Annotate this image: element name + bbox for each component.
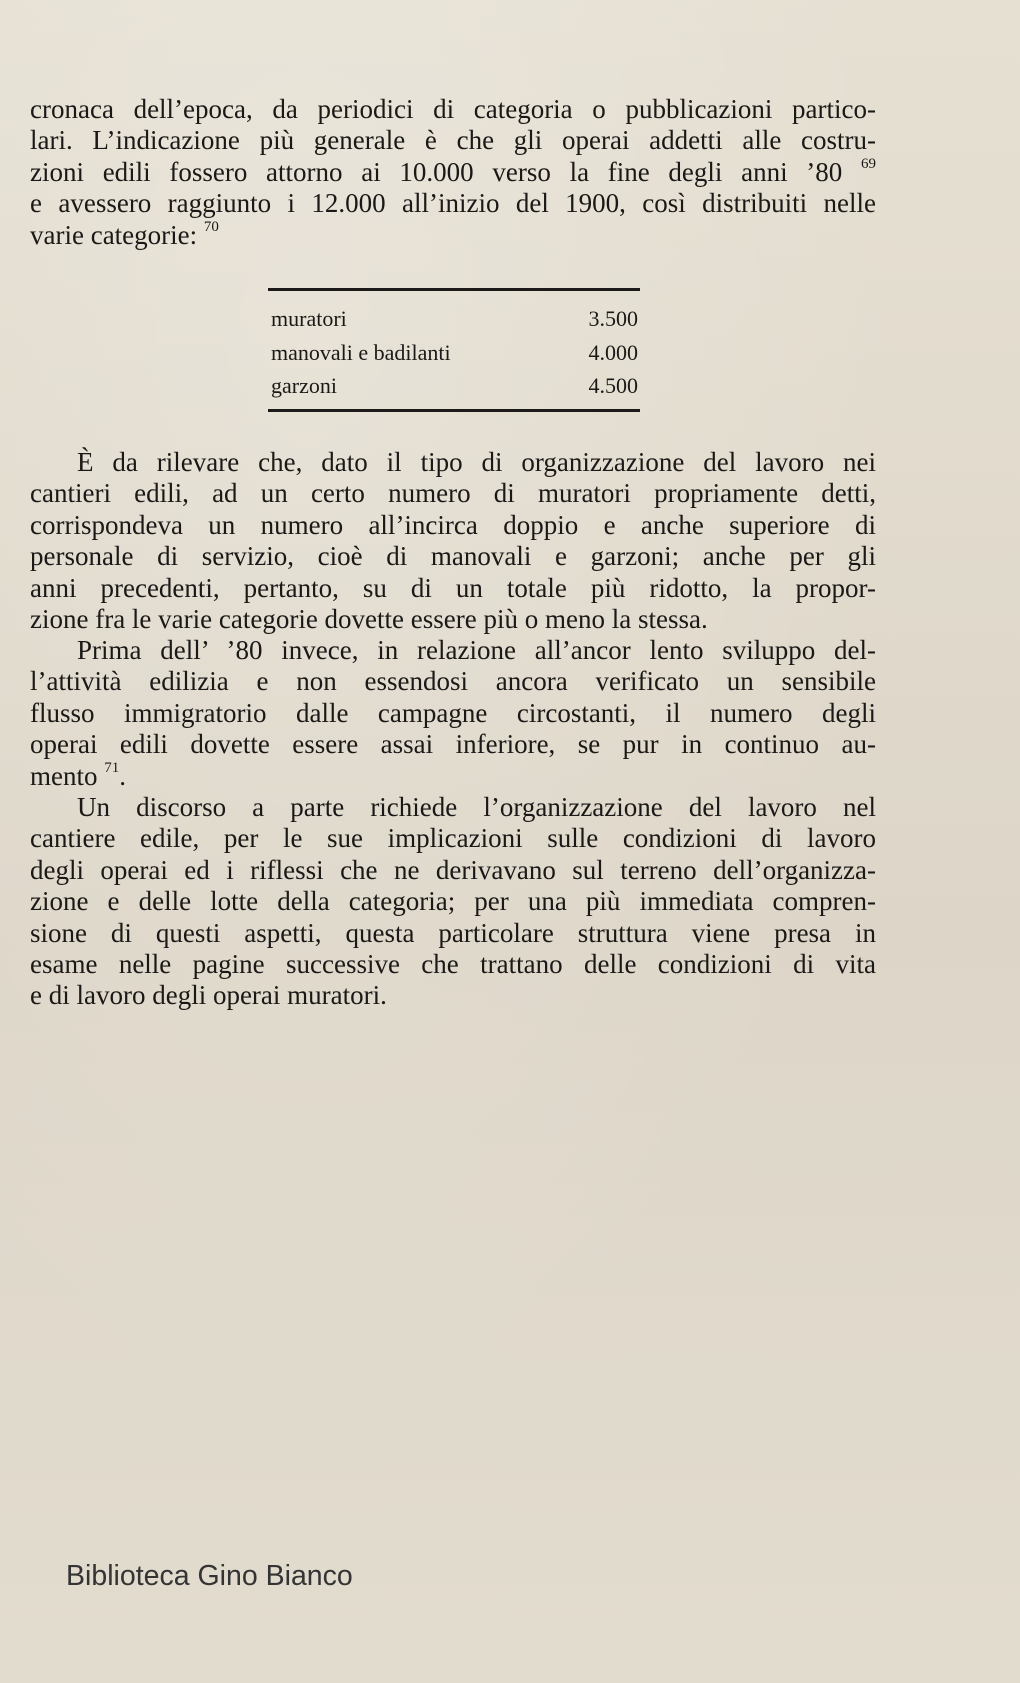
text-line-content: e avessero raggiunto i 12.000 all’inizio del 1900, così distribuiti nelle	[30, 188, 876, 219]
table-row	[268, 302, 640, 336]
text-line-content: mento	[30, 760, 98, 791]
paragraph	[30, 792, 876, 823]
text-line: esame nelle pagine successive che trattano delle condizioni di vita	[30, 949, 876, 980]
text-line: cronaca dell’epoca, da periodici di categoria o pubblicazioni partico-	[30, 94, 876, 124]
paragraph	[30, 447, 876, 478]
text-line	[30, 157, 876, 188]
text-line: cantiere edile, per le sue implicazioni sulle condizioni di lavoro	[30, 823, 876, 854]
table-row	[268, 369, 640, 403]
table-row	[268, 336, 640, 370]
paragraph-body	[30, 666, 876, 792]
text-line: Prima dell’ ’80 invece, in relazione all’ancor lento sviluppo del-	[77, 635, 876, 665]
text-line: È da rilevare che, dato il tipo di organizzazione del lavoro nei	[77, 447, 876, 477]
text-line: e di lavoro degli operai muratori.	[30, 980, 387, 1011]
text-line	[30, 188, 876, 219]
table-cell-value: 4.000	[588, 339, 638, 365]
text-line: lari. L’indicazione più generale è che gli operai addetti alle costru-	[30, 125, 876, 156]
table-top-rule	[268, 288, 640, 291]
text-line-end: .	[119, 760, 126, 791]
text-line: degli operai ed i riflessi che ne derivavano sul terreno dell’organizza-	[30, 854, 876, 885]
text-line: corrispondeva un numero all’incirca doppio e anche superiore di	[30, 509, 876, 540]
library-watermark: Biblioteca Gino Bianco	[66, 1560, 353, 1592]
text-line: zione e delle lotte della categoria; per una più immediata compren-	[30, 886, 876, 917]
paragraph	[30, 635, 876, 666]
footnote-marker: 70	[203, 218, 219, 235]
text-line-content: varie categorie:	[30, 219, 198, 250]
paragraph-body	[30, 478, 876, 635]
text-line-content: zioni edili fossero attorno ai 10.000 verso la fine degli anni ’80	[30, 156, 843, 187]
text-line: sione di questi aspetti, questa particolare struttura viene presa in	[30, 917, 876, 948]
text-line	[30, 220, 876, 251]
text-line: anni precedenti, pertanto, su di un totale più ridotto, la propor-	[30, 572, 876, 603]
text-line: operai edili dovette essere assai inferiore, se pur in continuo au-	[30, 729, 876, 760]
table-cell-label: muratori	[271, 306, 347, 331]
text-line: flusso immigratorio dalle campagne circostanti, il numero degli	[30, 697, 876, 728]
workers-table	[268, 288, 640, 412]
footnote-marker: 71	[104, 759, 120, 776]
table-bottom-rule	[268, 409, 640, 412]
paragraph-body	[30, 823, 876, 1011]
table-cell-label: garzoni	[271, 373, 337, 398]
text-line: l’attività edilizia e non essendosi ancora verificato un sensibile	[30, 666, 876, 697]
table-cell-value: 4.500	[588, 373, 638, 398]
table-cell-label: manovali e badilanti	[271, 339, 451, 365]
table-cell-value: 3.500	[588, 306, 638, 331]
text-line: Un discorso a parte richiede l’organizzazione del lavoro nel	[77, 792, 876, 822]
text-line: cantieri edili, ad un certo numero di muratori propriamente detti,	[30, 478, 876, 509]
paragraph-continuation	[30, 94, 876, 251]
text-line: personale di servizio, cioè di manovali e garzoni; anche per gli	[30, 541, 876, 572]
text-line	[30, 761, 876, 792]
footnote-marker: 69	[861, 155, 877, 172]
text-line: zione fra le varie categorie dovette essere più o meno la stessa.	[30, 604, 708, 635]
